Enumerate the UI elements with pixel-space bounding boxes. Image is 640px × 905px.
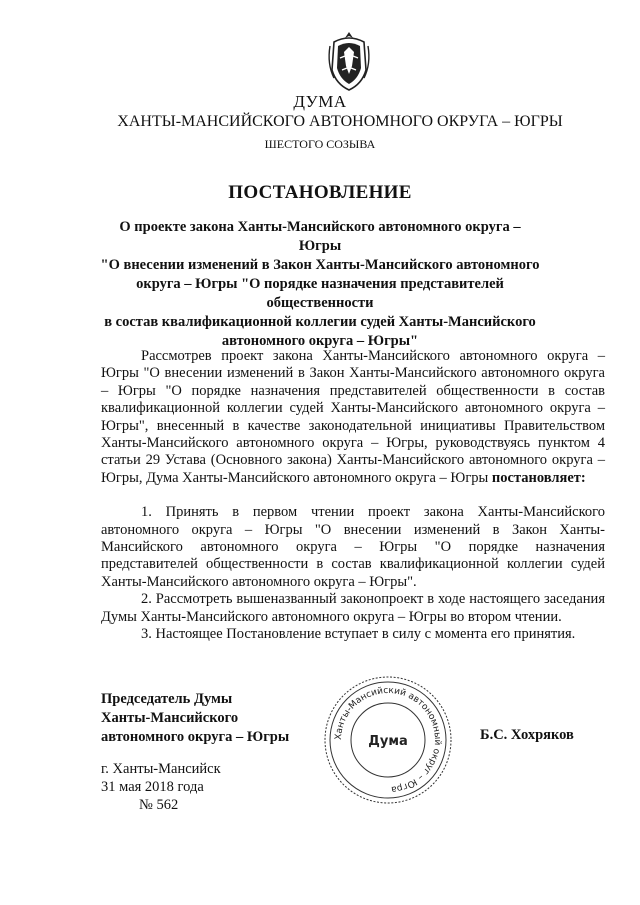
preamble-text: Рассмотрев проект закона Ханты-Мансийского автономного округа – Югры "О внесении изменений в Закон Ханты-Мансийского автономного округа – Югры "О порядке назначения представителей общественности в состав квалификационной коллегии судей Ханты-Мансийского автономного округа – Югры", внесенный в качестве законодательной инициативы Правительством Ханты-Мансийского автономного округа – Югры, руководствуясь пунктом 4 статьи 29 Устава (Основного закона) Ханты-Мансийского автономного округа – Югры, Дума Ханты-Мансийского автономного округа – Югры: [101, 348, 605, 486]
position-line: Председатель Думы: [101, 691, 233, 707]
resolution-item: 2. Рассмотреть вышеназванный законопроект в ходе настоящего заседания Думы Ханты-Мансийского автономного округа – Югры во втором чтении.: [101, 591, 605, 625]
signatory-name: Б.С. Хохряков: [480, 727, 574, 743]
resolution-item: 1. Принять в первом чтении проект закона Ханты-Мансийского автономного округа – Югры "О внесении изменений в Закон Ханты-Мансийского автономного округа – Югры "О порядке назначения представителей общественности в состав квалификационной коллегии судей Ханты-Мансийского автономного округа – Югры".: [101, 504, 605, 590]
signatory-position: [101, 690, 289, 747]
subject-line: округа – Югры "О порядке назначения представителей общественности: [136, 276, 504, 311]
document-body: [101, 348, 605, 644]
document-number: № 562: [139, 797, 179, 813]
position-line: автономного округа – Югры: [101, 729, 290, 745]
resolves-word: постановляет:: [491, 469, 586, 486]
stamp-ring-text: Ханты-Мансийский автономный округ – Югра: [333, 685, 443, 794]
subject-line: О проекте закона Ханты-Мансийского автономного округа – Югры: [119, 219, 521, 254]
subject-line: в состав квалификационной коллегии судей Ханты-Мансийского: [104, 314, 536, 330]
stamp-center-text: Дума: [368, 734, 408, 749]
document-title: ПОСТАНОВЛЕНИЕ: [228, 182, 412, 203]
org-name: ДУМА: [293, 92, 347, 111]
coat-of-arms-icon: [326, 30, 372, 92]
issue-city: г. Ханты-Мансийск: [101, 761, 221, 777]
resolution-item: 3. Настоящее Постановление вступает в силу с момента его принятия.: [141, 626, 576, 643]
position-line: Ханты-Мансийского: [101, 710, 239, 726]
issue-date: 31 мая 2018 года: [101, 779, 204, 795]
document-subject: [100, 218, 540, 351]
preamble-paragraph: [101, 348, 605, 487]
subject-line: автономного округа – Югры": [221, 333, 419, 349]
org-region: ХАНТЫ-МАНСИЙСКОГО АВТОНОМНОГО ОКРУГА – ЮГРЫ: [117, 113, 563, 130]
official-stamp: [321, 673, 455, 807]
convocation: ШЕСТОГО СОЗЫВА: [264, 137, 376, 151]
subject-line: "О внесении изменений в Закон Ханты-Мансийского автономного: [100, 257, 540, 273]
